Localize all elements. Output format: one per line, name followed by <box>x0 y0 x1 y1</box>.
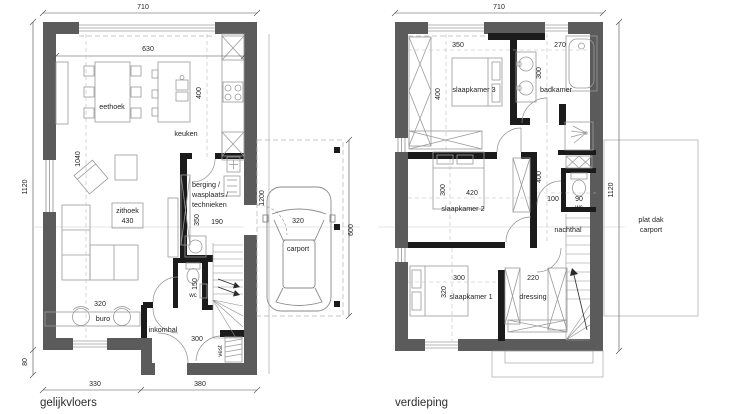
wardrobe-dressing-bottom <box>508 320 567 332</box>
dim-berging-depth: 350 <box>194 214 201 226</box>
iwall-berging-top-stub <box>187 153 192 159</box>
dim-inkomhal-width: 300 <box>191 336 203 343</box>
dim-carport-width: 320 <box>292 218 304 225</box>
wardrobe-sk2 <box>513 158 530 212</box>
dim-sk1-depth: 320 <box>441 286 448 298</box>
dim-badkamer-depth: 300 <box>536 67 543 79</box>
iwall-sk1-dressing <box>498 270 505 341</box>
bed-sk3 <box>452 58 502 106</box>
dim-living-length: 1040 <box>75 151 82 167</box>
room-label-sk3: slaapkamer 3 <box>452 85 496 94</box>
upper-floor-title: verdieping <box>395 397 449 409</box>
dim-buro-width: 320 <box>94 301 106 308</box>
window-top <box>79 22 215 34</box>
iwall-wc-left-upper <box>561 168 566 212</box>
dim-sk1-width: 300 <box>453 275 465 282</box>
window-top-badkamer <box>545 22 568 34</box>
dim-carport-length: 1200 <box>259 190 266 206</box>
entrance-roof-inner <box>505 351 593 363</box>
shower <box>565 122 593 150</box>
washing-machine <box>185 236 206 257</box>
coat-rack <box>225 337 242 362</box>
carport <box>257 140 343 316</box>
room-label-zithoek: zithoek <box>116 206 139 215</box>
dim-hall-depth: 400 <box>536 171 543 183</box>
wall-top-upper <box>395 22 603 34</box>
door-arc-berging-exterior <box>257 205 287 235</box>
entrance-roof-outer <box>492 351 603 377</box>
window-bottom-sk1 <box>425 339 458 351</box>
dim-wc-depth: 150 <box>192 278 199 290</box>
bed-sk1 <box>410 266 468 316</box>
room-label-inkomhal: inkomhal <box>148 325 178 334</box>
door-arc-front <box>158 333 188 363</box>
side-table <box>115 155 137 180</box>
label-plat-dak-2: carport <box>639 225 663 234</box>
room-label-badkamer: badkamer <box>540 85 572 94</box>
room-label-berging-3: technieken <box>192 200 227 209</box>
carport-post <box>334 224 340 230</box>
dim-sk3-width: 350 <box>452 42 464 49</box>
dim-total-width-upper: 710 <box>493 4 505 11</box>
iwall-wc-left <box>173 258 178 308</box>
upper-floor-plan <box>378 4 698 409</box>
dim-wc-depth-upper: 90 <box>575 196 583 203</box>
dim-carport-depth: 600 <box>348 224 355 236</box>
iwall-shower-bottom <box>558 150 596 155</box>
double-washbasin <box>516 52 536 102</box>
room-label-berging-1: berging / <box>192 180 220 189</box>
room-label-sk1: slaapkamer 1 <box>449 292 493 301</box>
desk <box>45 312 140 326</box>
wardrobe-sk3-left <box>409 37 431 146</box>
carport-post <box>334 301 340 307</box>
iwall-wc-top-upper <box>561 168 596 173</box>
dim-height-total: 1120 <box>22 179 29 195</box>
dim-sk2-width: 420 <box>466 190 478 197</box>
iwall-sk2-right <box>530 152 537 248</box>
toilet-upper <box>571 173 587 196</box>
tall-cabinet-bottom <box>222 132 244 156</box>
window-left <box>43 160 56 212</box>
window-left-upper-1 <box>395 138 408 152</box>
dim-height-total-upper: 1120 <box>608 182 615 198</box>
window-top-sk3 <box>428 22 484 34</box>
dim-kitchen-depth: 400 <box>196 87 203 99</box>
dim-dressing-width: 220 <box>527 275 539 282</box>
room-label-eethoek: eethoek <box>99 102 125 111</box>
dim-sk3-depth: 400 <box>435 88 442 100</box>
dim-sk2-depth: 300 <box>440 184 447 196</box>
dim-zithoek-430: 430 <box>121 218 134 225</box>
iwall-hall-left <box>141 305 147 338</box>
window-bottom-buro <box>73 338 107 350</box>
room-label-nachthal: nachthal <box>554 225 582 234</box>
door-arc-sk3 <box>497 128 521 152</box>
room-label-dressing: dressing <box>519 292 547 301</box>
room-label-buro: buro <box>95 314 111 323</box>
label-plat-dak-1: plat dak <box>638 215 664 224</box>
dining-table <box>95 62 130 122</box>
tall-cabinet-top <box>222 36 244 60</box>
island-stools <box>152 70 158 116</box>
cooktop <box>223 82 243 102</box>
dim-total-width: 710 <box>137 4 149 11</box>
dim-wc-width-upper: 100 <box>547 196 559 203</box>
wardrobe-dressing-left <box>505 268 520 324</box>
front-door-opening <box>155 363 187 375</box>
wall-right <box>244 22 257 375</box>
bed-sk2 <box>433 152 484 209</box>
zithoek-label-box <box>112 203 143 228</box>
dim-entrance-offset: 80 <box>22 358 29 366</box>
room-label-wc-ground: wc <box>189 292 197 299</box>
wardrobe-sk3-bottom <box>409 131 482 149</box>
iwall-sk2-sk1 <box>408 242 505 248</box>
iwall-wc-bottom <box>202 305 213 310</box>
room-label-vest: vest <box>217 345 224 357</box>
dim-berging-width: 190 <box>211 219 223 226</box>
wall-left-upper <box>395 22 408 351</box>
room-label-wc-upper: wc <box>575 204 583 211</box>
ground-floor-title: gelijkvloers <box>40 397 97 409</box>
boiler-unit <box>227 157 240 172</box>
island-sink <box>176 76 188 102</box>
dim-bottom-right: 380 <box>194 381 206 388</box>
door-opening-berging-exterior <box>244 205 257 235</box>
ground-floor-plan <box>22 4 360 409</box>
door-arc-berging <box>192 159 215 182</box>
room-label-sk2: slaapkamer 2 <box>441 204 485 213</box>
hall-cabinet <box>566 156 592 168</box>
dim-badkamer-width: 270 <box>554 42 566 49</box>
dim-interior-width: 630 <box>142 46 154 53</box>
iwall-bad-corner <box>510 118 530 125</box>
sofa <box>62 205 138 280</box>
dim-lines-upper <box>392 10 622 354</box>
door-arc-sk2 <box>506 217 531 242</box>
room-label-carport: carport <box>286 244 310 253</box>
room-label-keuken: keuken <box>174 129 198 138</box>
tv-cabinet <box>168 198 178 257</box>
wall-right-upper <box>590 22 603 351</box>
carport-post <box>334 147 340 153</box>
room-label-berging-2: wasplaats / <box>192 190 228 199</box>
window-left-upper-2 <box>395 248 408 262</box>
dim-bottom-left: 330 <box>89 381 101 388</box>
sideboard <box>56 62 68 124</box>
